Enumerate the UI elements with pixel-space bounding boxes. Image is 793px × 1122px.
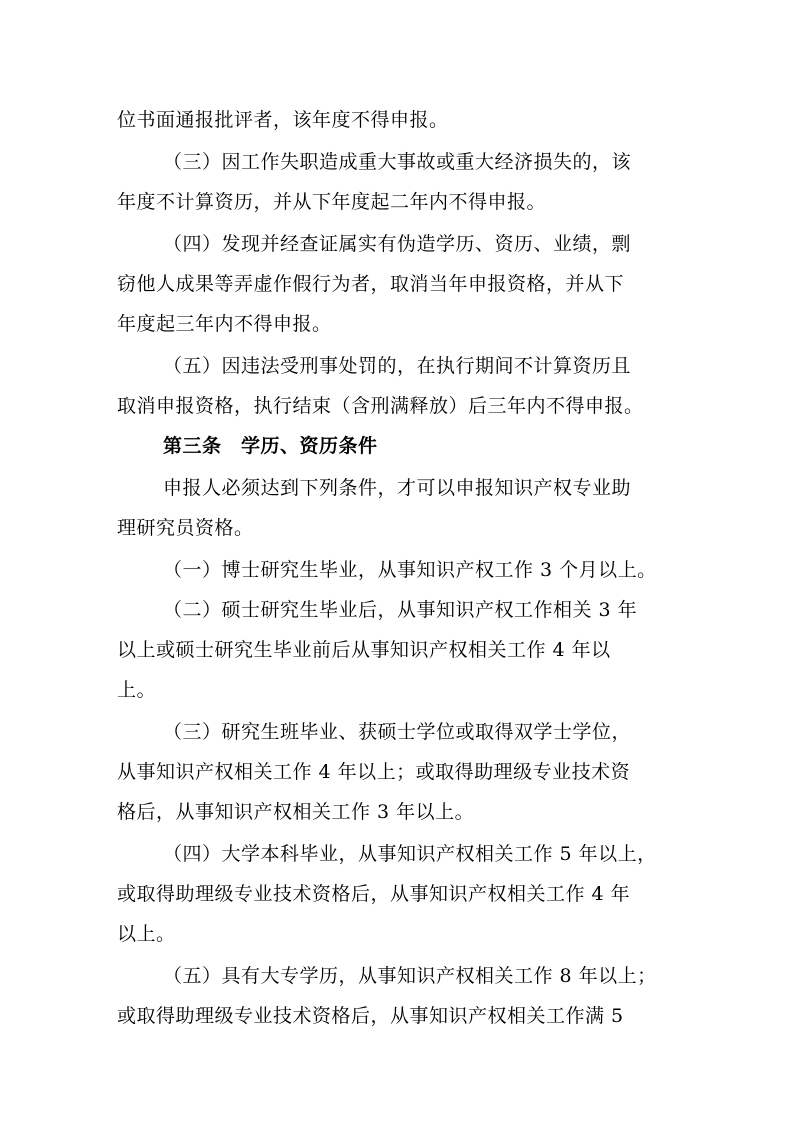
text-line: 年度起三年内不得申报。 bbox=[117, 313, 332, 335]
text-line: 申报人必须达到下列条件，才可以申报知识产权专业助 bbox=[163, 477, 632, 499]
text-line: 以上或硕士研究生毕业前后从事知识产权相关工作 4 年以 bbox=[117, 639, 611, 661]
text-line: （二）硕士研究生毕业后，从事知识产权工作相关 3 年 bbox=[163, 599, 638, 621]
text-line: 理研究员资格。 bbox=[117, 517, 254, 539]
text-line: （一）博士研究生毕业，从事知识产权工作 3 个月以上。 bbox=[163, 559, 657, 581]
text-line: 窃他人成果等弄虚作假行为者，取消当年申报资格，并从下 bbox=[117, 273, 625, 295]
text-line: （三）研究生班毕业、获硕士学位或取得双学士学位， bbox=[163, 721, 632, 743]
text-line: 年度不计算资历，并从下年度起二年内不得申报。 bbox=[117, 191, 547, 213]
text-line: （五）因违法受刑事处罚的，在执行期间不计算资历且 bbox=[163, 355, 632, 377]
text-line: 取消申报资格，执行结束（含刑满释放）后三年内不得申报。 bbox=[117, 395, 644, 417]
text-line: 或取得助理级专业技术资格后，从事知识产权相关工作 4 年 bbox=[117, 883, 631, 905]
text-line: 位书面通报批评者，该年度不得申报。 bbox=[117, 109, 449, 131]
text-line: 上。 bbox=[117, 679, 157, 701]
text-line: 以上。 bbox=[117, 923, 176, 945]
section-heading: 第三条 学历、资历条件 bbox=[163, 435, 378, 457]
text-line: 从事知识产权相关工作 4 年以上；或取得助理级专业技术资 bbox=[117, 761, 631, 783]
text-line: （三）因工作失职造成重大事故或重大经济损失的，该 bbox=[163, 151, 632, 173]
text-line: （四）发现并经查证属实有伪造学历、资历、业绩，剽 bbox=[163, 233, 632, 255]
text-line: （五）具有大专学历，从事知识产权相关工作 8 年以上； bbox=[163, 965, 657, 987]
text-line: （四）大学本科毕业，从事知识产权相关工作 5 年以上， bbox=[163, 843, 657, 865]
text-line: 格后，从事知识产权相关工作 3 年以上。 bbox=[117, 801, 475, 823]
text-line: 或取得助理级专业技术资格后，从事知识产权相关工作满 5 bbox=[117, 1005, 624, 1027]
